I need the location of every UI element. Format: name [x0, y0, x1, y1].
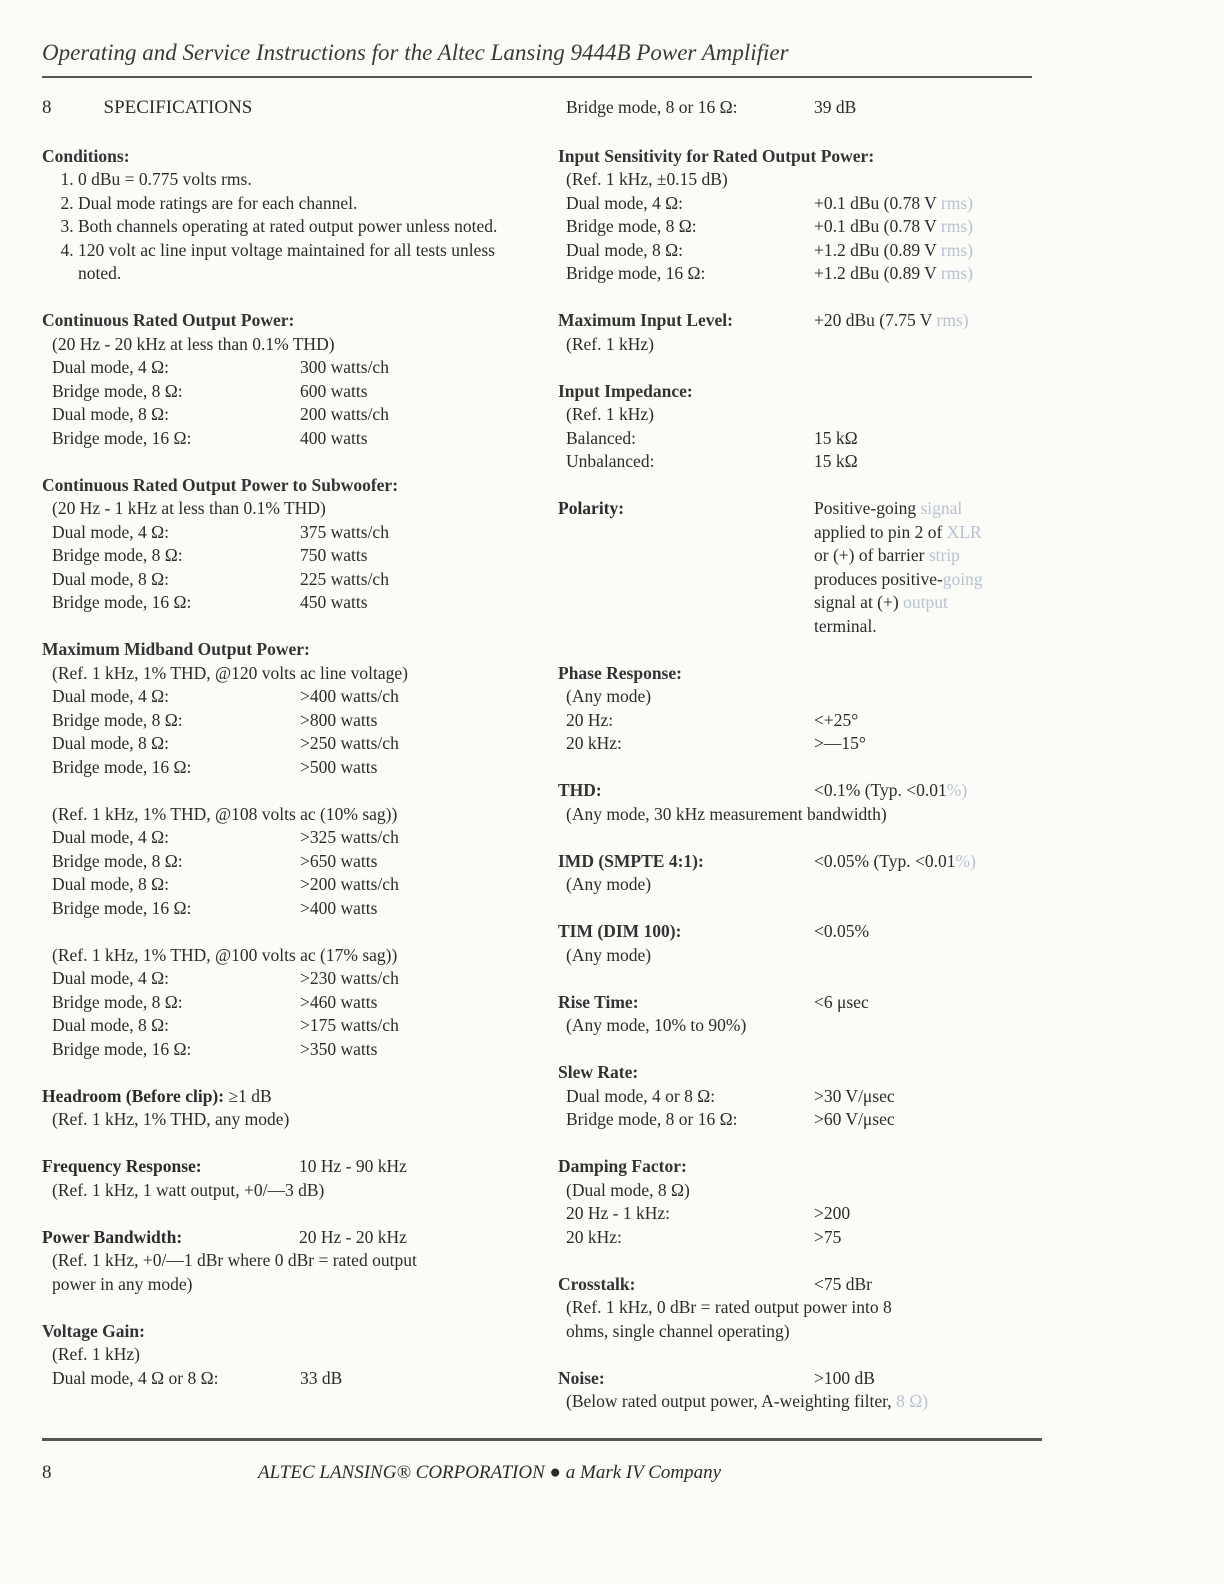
spec-value: 450 watts — [300, 592, 368, 612]
spec-value: >75 — [814, 1226, 842, 1247]
polarity-line — [814, 544, 1038, 568]
spec-value: 750 watts — [300, 545, 368, 565]
spec-label: 20 Hz: — [566, 709, 614, 730]
spec-value: 225 watts/ch — [300, 568, 389, 589]
spec-row — [42, 991, 532, 1015]
spec-value: >230 watts/ch — [300, 968, 399, 988]
spec-value — [814, 262, 973, 286]
slew-rate — [558, 1061, 1048, 1132]
spec-label: Bridge mode, 8 Ω: — [52, 991, 183, 1012]
voltage-gain — [42, 1320, 532, 1391]
spec-label: Unbalanced: — [566, 451, 655, 471]
conditions — [42, 145, 532, 286]
spec-heading: TIM (DIM 100): — [558, 921, 682, 941]
spec-label: Dual mode, 8 Ω: — [52, 733, 170, 753]
input-sensitivity — [558, 145, 1048, 286]
line-faded: going — [942, 568, 983, 589]
spec-row — [558, 1226, 1048, 1250]
spec-heading: Voltage Gain: — [42, 1320, 145, 1341]
spec-label: Bridge mode, 16 Ω: — [52, 756, 192, 777]
spec-heading: Maximum Midband Output Power: — [42, 639, 310, 659]
spec-label: Dual mode, 4 or 8 Ω: — [566, 1085, 716, 1106]
spec-row — [558, 96, 1048, 120]
imd — [558, 850, 1048, 897]
line-faded: strip — [928, 545, 960, 565]
spec-heading: Frequency Response: — [42, 1156, 202, 1176]
phase-response — [558, 662, 1048, 756]
page-header: Operating and Service Instructions for the Altec Lansing 9444B Power Amplifier — [42, 40, 789, 65]
value-faded: %) — [946, 780, 968, 800]
spec-label: Dual mode, 8 Ω: — [52, 404, 170, 424]
spec-row — [558, 709, 1048, 733]
spec-label: Dual mode, 8 Ω: — [52, 1015, 170, 1035]
spec-label: Dual mode, 4 Ω: — [566, 192, 684, 213]
midband-power — [42, 638, 532, 1061]
value-text: +0.1 dBu (0.78 V — [814, 216, 941, 236]
spec-row — [42, 709, 532, 733]
spec-row — [42, 1038, 532, 1062]
spec-row — [42, 1367, 532, 1391]
note-faded: 8 Ω) — [896, 1391, 929, 1411]
spec-note: (Ref. 1 kHz, +0/—1 dBr where 0 dBr = rated output — [52, 1250, 417, 1270]
line-text: or (+) of barrier — [814, 545, 929, 565]
spec-value: >200 — [814, 1203, 851, 1223]
spec-value: >500 watts — [300, 756, 378, 777]
spec-label: Dual mode, 4 Ω: — [52, 521, 170, 542]
section-number: 8 — [42, 97, 52, 118]
line-text: signal at (+) — [814, 592, 904, 612]
thd — [558, 779, 1048, 826]
left-column — [42, 96, 532, 1414]
spec-row — [558, 427, 1048, 451]
spec-label: 20 kHz: — [566, 733, 622, 753]
spec-value: <75 dBr — [814, 1273, 872, 1294]
voltage-gain-bridge — [558, 96, 1048, 120]
spec-value: >650 watts — [300, 850, 378, 871]
spec-label: Dual mode, 4 Ω or 8 Ω: — [52, 1367, 219, 1388]
conditions-list — [42, 168, 532, 286]
spec-value: >—15° — [814, 733, 866, 753]
value-text: <0.1% (Typ. <0.01 — [814, 780, 947, 800]
spec-heading: Damping Factor: — [558, 1156, 687, 1176]
frequency-response — [42, 1155, 532, 1202]
spec-row — [42, 967, 532, 991]
spec-heading: Maximum Input Level: — [558, 310, 733, 330]
list-item: 4. 120 volt ac line input voltage maintained for all tests unless noted. — [78, 239, 532, 286]
spec-row — [42, 591, 532, 615]
spec-value: >175 watts/ch — [300, 1015, 399, 1035]
spec-value: >30 V/μsec — [814, 1085, 895, 1106]
spec-label: 20 kHz: — [566, 1226, 622, 1247]
spec-note: (Any mode, 30 kHz measurement bandwidth) — [566, 803, 887, 824]
spec-row — [42, 826, 532, 850]
spec-value: >60 V/μsec — [814, 1109, 895, 1129]
list-item: 2. Dual mode ratings are for each channel. — [78, 192, 532, 216]
spec-note: (20 Hz - 1 kHz at less than 0.1% THD) — [52, 498, 326, 518]
spec-row — [42, 521, 532, 545]
spec-value — [814, 850, 976, 874]
spec-row — [42, 1014, 532, 1038]
rise-time — [558, 991, 1048, 1038]
spec-value: >350 watts — [300, 1038, 378, 1059]
value-faded: rms) — [940, 192, 973, 213]
spec-heading: Headroom (Before clip): — [42, 1085, 225, 1106]
spec-row — [42, 356, 532, 380]
spec-value: >250 watts/ch — [300, 733, 399, 753]
spec-note: (Ref. 1 kHz, 1% THD, @108 volts ac (10% sag)) — [52, 803, 398, 824]
section-title — [42, 96, 532, 120]
spec-heading: Input Impedance: — [558, 380, 693, 401]
spec-heading-row — [558, 991, 1048, 1015]
spec-row — [42, 544, 532, 568]
headroom — [42, 1085, 532, 1132]
spec-label: Bridge mode, 8 Ω: — [52, 850, 183, 871]
spec-heading: Polarity: — [558, 498, 625, 518]
spec-value: >460 watts — [300, 991, 378, 1012]
polarity-line — [814, 497, 1038, 521]
spec-value: >800 watts — [300, 709, 378, 730]
spec-heading: Phase Response: — [558, 662, 682, 683]
header-rule — [42, 76, 1032, 78]
spec-value — [814, 239, 973, 263]
spec-row — [42, 568, 532, 592]
list-item: 3. Both channels operating at rated output power unless noted. — [78, 215, 532, 239]
spec-heading-row — [558, 1367, 1048, 1391]
spec-row — [42, 756, 532, 780]
value-faded: rms) — [940, 263, 973, 283]
line-text: applied to pin 2 of — [814, 521, 947, 542]
spec-note: (Any mode) — [566, 686, 652, 706]
list-item: 1. 0 dBu = 0.775 volts rms. — [78, 168, 532, 192]
value-text: +1.2 dBu (0.89 V — [814, 263, 941, 283]
spec-note: (Ref. 1 kHz) — [52, 1344, 140, 1364]
spec-heading-row — [558, 920, 1048, 944]
spec-value: <6 μsec — [814, 991, 869, 1012]
line-text: Positive-going — [814, 498, 921, 518]
line-faded: output — [903, 592, 948, 612]
spec-heading-row — [42, 1085, 532, 1109]
spec-note: (Ref. 1 kHz, 0 dBr = rated output power into 8 — [566, 1297, 892, 1317]
spec-note: (Ref. 1 kHz, 1 watt output, +0/—3 dB) — [52, 1179, 325, 1200]
spec-heading-row — [558, 1273, 1048, 1297]
spec-row — [558, 1085, 1048, 1109]
spec-label: Bridge mode, 16 Ω: — [52, 592, 192, 612]
spec-note: (Ref. 1 kHz, 1% THD, @120 volts ac line voltage) — [52, 662, 408, 683]
page-number: 8 — [42, 1462, 52, 1483]
continuous-power — [42, 309, 532, 450]
spec-value: 15 kΩ — [814, 427, 858, 448]
spec-value: <0.05% — [814, 921, 870, 941]
spec-value: >400 watts — [300, 897, 378, 918]
spec-row — [558, 215, 1048, 239]
spec-label: Bridge mode, 16 Ω: — [566, 263, 706, 283]
spec-value: >400 watts/ch — [300, 686, 399, 706]
value-text: +0.1 dBu (0.78 V — [814, 192, 941, 213]
polarity-line — [814, 591, 1038, 615]
tim — [558, 920, 1048, 967]
spec-value: 33 dB — [300, 1367, 343, 1388]
spec-note: (Ref. 1 kHz, 1% THD, @100 volts ac (17% sag)) — [52, 944, 398, 965]
spec-label: Bridge mode, 16 Ω: — [52, 897, 192, 918]
noise — [558, 1367, 1048, 1414]
crosstalk — [558, 1273, 1048, 1344]
polarity-text — [814, 497, 1038, 638]
spec-value: >325 watts/ch — [300, 827, 399, 847]
spec-value: >100 dB — [814, 1367, 875, 1388]
polarity-row — [558, 497, 1048, 638]
polarity-line — [814, 568, 1038, 592]
spec-heading: Continuous Rated Output Power to Subwoofer: — [42, 474, 399, 495]
value-text: +20 dBu (7.75 V — [814, 310, 937, 330]
spec-value: <+25° — [814, 709, 859, 730]
spec-label: Bridge mode, 8 Ω: — [52, 545, 183, 565]
spec-heading: Crosstalk: — [558, 1273, 636, 1294]
spec-label: Dual mode, 4 Ω: — [52, 686, 170, 706]
spec-row — [42, 685, 532, 709]
conditions-heading: Conditions: — [42, 145, 130, 166]
spec-label: Bridge mode, 8 Ω: — [52, 380, 183, 401]
spec-heading: Noise: — [558, 1367, 605, 1388]
line-text: terminal. — [814, 615, 877, 636]
spec-row — [558, 450, 1048, 474]
spec-note: (Ref. 1 kHz, ±0.15 dB) — [566, 169, 728, 189]
spec-note: (Ref. 1 kHz, 1% THD, any mode) — [52, 1109, 290, 1129]
spec-heading: Continuous Rated Output Power: — [42, 310, 295, 330]
spec-value: 20 Hz - 20 kHz — [299, 1226, 407, 1247]
spec-label: Dual mode, 4 Ω: — [52, 827, 170, 847]
spec-row — [42, 873, 532, 897]
spec-label: Dual mode, 8 Ω: — [566, 239, 684, 260]
spec-note — [558, 1390, 1048, 1414]
spec-value — [814, 309, 969, 333]
line-faded: XLR — [946, 521, 982, 542]
spec-label: Dual mode, 8 Ω: — [52, 874, 170, 894]
spec-heading-row — [558, 309, 1048, 333]
spec-heading: Power Bandwidth: — [42, 1226, 183, 1247]
polarity — [558, 497, 1048, 638]
damping-factor — [558, 1155, 1048, 1249]
spec-note: (Ref. 1 kHz) — [566, 333, 654, 354]
spec-heading-row — [42, 1155, 532, 1179]
spec-label: Bridge mode, 8 Ω: — [566, 216, 697, 236]
spec-value: 375 watts/ch — [300, 521, 389, 542]
spec-label: Dual mode, 8 Ω: — [52, 568, 170, 589]
note-text: (Below rated output power, A-weighting filter, — [566, 1391, 897, 1411]
spec-value — [814, 779, 967, 803]
spec-row — [42, 380, 532, 404]
spec-label: Dual mode, 4 Ω: — [52, 968, 170, 988]
value-faded: %) — [955, 850, 976, 871]
spec-label: Balanced: — [566, 427, 636, 448]
spec-value — [814, 215, 973, 239]
spec-value: 10 Hz - 90 kHz — [299, 1156, 407, 1176]
section-name: SPECIFICATIONS — [103, 97, 253, 118]
spec-value: ≥1 dB — [228, 1085, 272, 1106]
spec-note: (Ref. 1 kHz) — [566, 404, 654, 424]
spec-value: 15 kΩ — [814, 451, 858, 471]
spec-heading: Rise Time: — [558, 991, 639, 1012]
spec-value: 400 watts — [300, 427, 368, 448]
spec-heading-row — [558, 850, 1048, 874]
value-text: <0.05% (Typ. <0.01 — [814, 850, 956, 871]
spec-row — [558, 1202, 1048, 1226]
spec-label: Bridge mode, 16 Ω: — [52, 1038, 192, 1059]
spec-value: 200 watts/ch — [300, 404, 389, 424]
spec-note: (Any mode) — [566, 874, 652, 894]
spec-label: Bridge mode, 8 or 16 Ω: — [566, 97, 738, 117]
spec-value: 300 watts/ch — [300, 357, 389, 377]
spec-heading: Input Sensitivity for Rated Output Power: — [558, 145, 875, 166]
footer-company: ALTEC LANSING® CORPORATION ● a Mark IV Company — [258, 1462, 722, 1483]
max-input-level — [558, 309, 1048, 356]
spec-value: 600 watts — [300, 380, 368, 401]
spec-row — [42, 897, 532, 921]
spec-row — [42, 850, 532, 874]
spec-label: Bridge mode, 8 Ω: — [52, 709, 183, 730]
input-impedance — [558, 380, 1048, 474]
spec-value: >200 watts/ch — [300, 874, 399, 894]
spec-heading: IMD (SMPTE 4:1): — [558, 850, 704, 871]
value-faded: rms) — [940, 216, 973, 236]
footer-rule — [42, 1438, 1042, 1441]
spec-heading-row — [42, 1226, 532, 1250]
value-faded: rms) — [936, 310, 969, 330]
spec-row — [42, 427, 532, 451]
value-text: +1.2 dBu (0.89 V — [814, 239, 941, 260]
spec-row — [558, 732, 1048, 756]
spec-note: (20 Hz - 20 kHz at less than 0.1% THD) — [52, 333, 335, 354]
spec-label: Bridge mode, 16 Ω: — [52, 427, 192, 448]
spec-note: (Any mode, 10% to 90%) — [566, 1015, 747, 1035]
spec-value — [814, 192, 973, 216]
spec-label: Bridge mode, 8 or 16 Ω: — [566, 1109, 738, 1129]
spec-row — [42, 732, 532, 756]
spec-note: ohms, single channel operating) — [566, 1320, 790, 1341]
spec-row — [558, 262, 1048, 286]
power-bandwidth — [42, 1226, 532, 1297]
spec-note: power in any mode) — [52, 1273, 193, 1294]
spec-row — [558, 192, 1048, 216]
line-text: produces positive- — [814, 568, 943, 589]
spec-row — [42, 403, 532, 427]
spec-note: (Dual mode, 8 Ω) — [566, 1179, 690, 1200]
polarity-line — [814, 615, 1038, 639]
spec-row — [558, 239, 1048, 263]
spec-heading-row — [558, 779, 1048, 803]
spec-value: 39 dB — [814, 97, 857, 117]
spec-label: Dual mode, 4 Ω: — [52, 357, 170, 377]
polarity-line — [814, 521, 1038, 545]
spec-heading: THD: — [558, 780, 602, 800]
spec-row — [558, 1108, 1048, 1132]
spec-note: (Any mode) — [566, 944, 652, 965]
line-faded: signal — [920, 498, 963, 518]
spec-label: 20 Hz - 1 kHz: — [566, 1203, 671, 1223]
spec-heading: Slew Rate: — [558, 1062, 639, 1082]
subwoofer-power — [42, 474, 532, 615]
value-faded: rms) — [940, 239, 973, 260]
right-column — [558, 96, 1048, 1437]
